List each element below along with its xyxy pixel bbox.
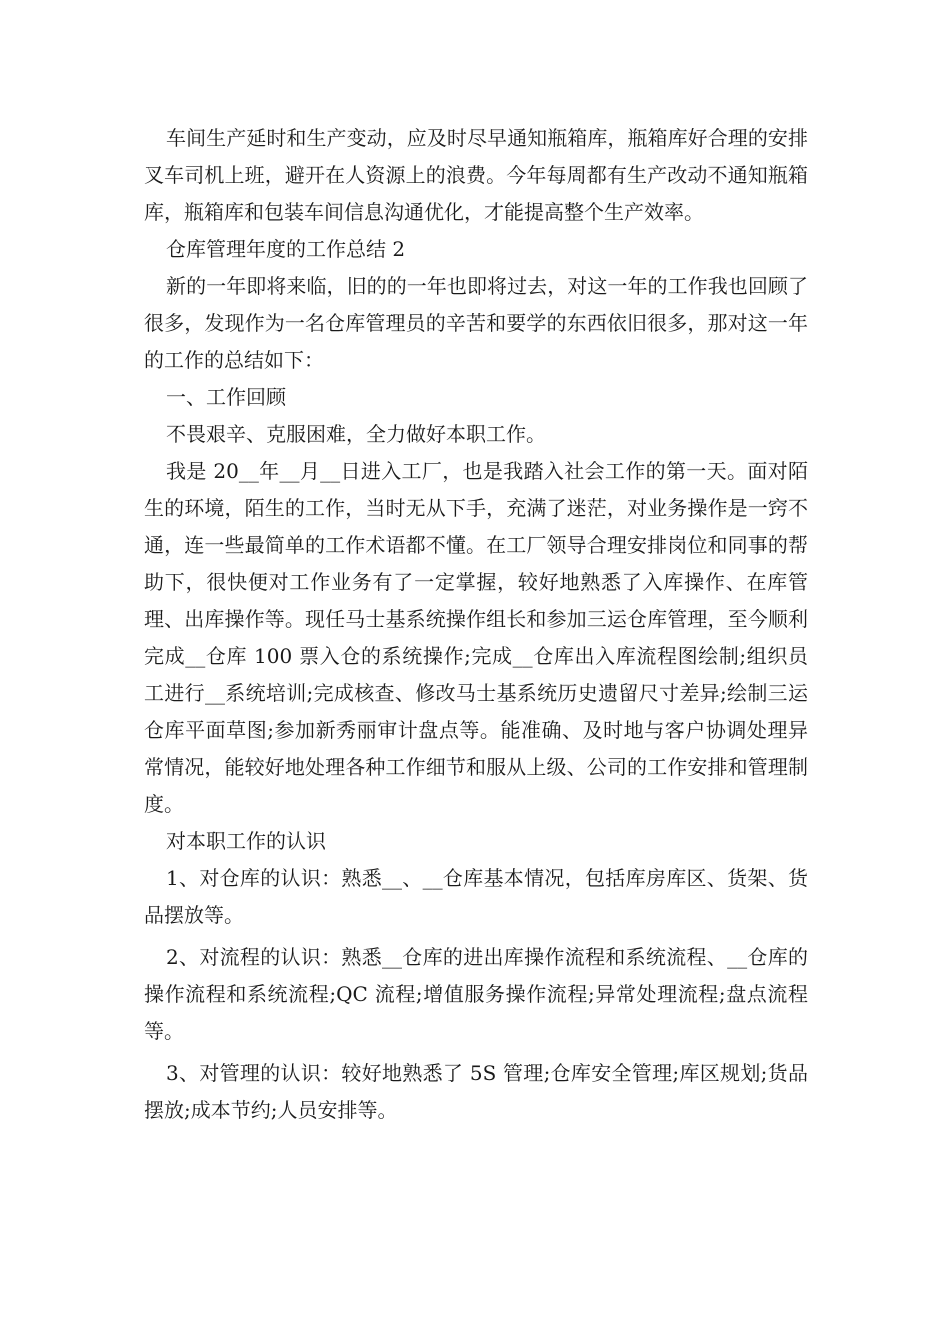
paragraph-motto: 不畏艰辛、克服困难，全力做好本职工作。 (166, 422, 546, 446)
heading-work-review: 一、工作回顾 (166, 385, 286, 409)
heading-job-understanding: 对本职工作的认识 (166, 829, 326, 853)
list-item-warehouse: 1、对仓库的认识：熟悉__、__仓库基本情况，包括库房库区、货架、货品摆放等。 (144, 866, 808, 927)
document-page (144, 120, 808, 1129)
section-title-summary-2: 仓库管理年度的工作总结 2 (166, 237, 406, 261)
list-item-process: 2、对流程的认识：熟悉__仓库的进出库操作流程和系统流程、__仓库的操作流程和系统流程;QC 流程;增值服务操作流程;异常处理流程;盘点流程等。 (144, 945, 808, 1043)
paragraph-production-notice: 车间生产延时和生产变动，应及时尽早通知瓶箱库，瓶箱库好合理的安排叉车司机上班，避开在人资源上的浪费。今年每周都有生产改动不通知瓶箱库，瓶箱库和包装车间信息沟通优化，才能提高整个生产效率。 (144, 126, 808, 224)
list-item-management: 3、对管理的认识：较好地熟悉了 5S 管理;仓库安全管理;库区规划;货品摆放;成本节约;人员安排等。 (144, 1061, 808, 1122)
paragraph-intro: 新的一年即将来临，旧的的一年也即将过去，对这一年的工作我也回顾了很多，发现作为一名仓库管理员的辛苦和要学的东西依旧很多，那对这一年的工作的总结如下： (144, 274, 808, 372)
paragraph-work-history: 我是 20__年__月__日进入工厂，也是我踏入社会工作的第一天。面对陌生的环境，陌生的工作，当时无从下手，充满了迷茫，对业务操作是一窍不通，连一些最简单的工作术语都不懂。在工厂领导合理安排岗位和同事的帮助下，很快便对工作业务有了一定掌握，较好地熟悉了入库操作、在库管理、出库操作等。现任马士基系统操作组长和参加三运仓库管理，至今顺利完成__仓库 100 票入仓的系统操作;完成__仓库出入库流程图绘制;组织员工进行__系统培训;完成核查、修改马士基系统历史遗留尺寸差异;绘制三运仓库平面草图;参加新秀丽审计盘点等。能准确、及时地与客户协调处理异常情况，能较好地处理各种工作细节和服从上级、公司的工作安排和管理制度。 (144, 459, 808, 816)
